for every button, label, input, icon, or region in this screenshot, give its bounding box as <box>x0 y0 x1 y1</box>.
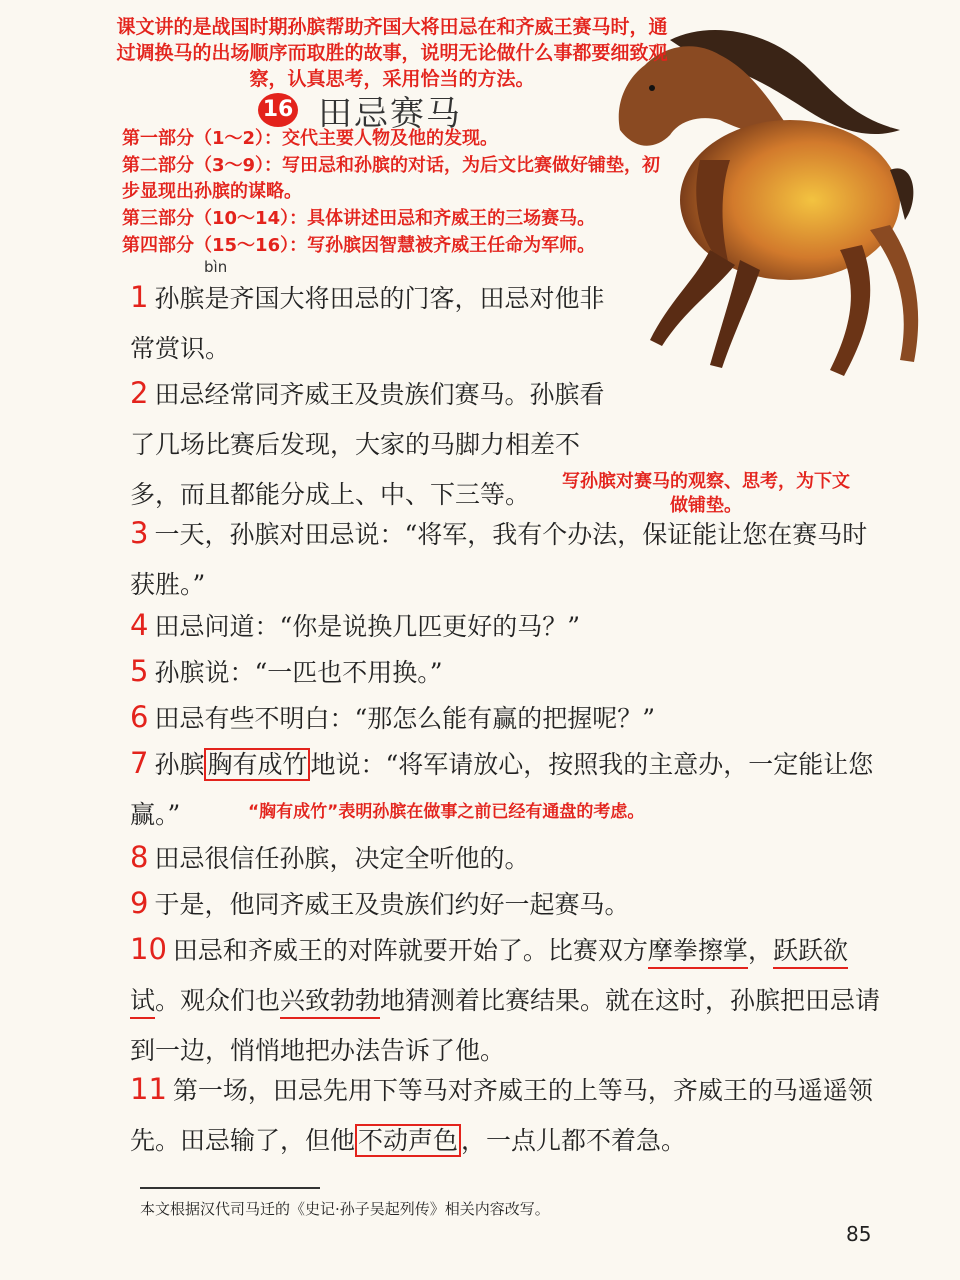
paragraph-text: 田忌经常同齐威王及贵族们赛马。孙膑看了几场比赛后发现，大家的马脚力相差不多，而且都能分成上、中、下三等。 <box>130 380 605 509</box>
part-summary-4: 第四部分（15～16）：写孙膑因智慧被齐威王任命为军师。 <box>122 235 596 256</box>
paragraph-text: 地说：“将军请放心，按照我的主意办，一定能让您赢。” <box>130 750 874 829</box>
paragraph-5 <box>130 646 890 698</box>
paragraph-text: 田忌和齐威王的对阵就要开始了。比赛双方 <box>172 936 648 965</box>
part-summary-2: 第二部分（3～9）：写田忌和孙膑的对话，为后文比赛做好铺垫，初步显现出孙膑的谋略。 <box>122 155 661 202</box>
underlined-idiom: 兴致勃勃 <box>280 986 380 1019</box>
footnote-divider <box>140 1187 320 1189</box>
underlined-idiom: 跃跃欲试 <box>130 936 848 1019</box>
underlined-idiom: 摩拳擦掌 <box>648 936 748 969</box>
paragraph-number: 11 <box>130 1072 167 1106</box>
paragraph-text: 第一场，田忌先用下等马对齐威王的上等马，齐威王的马遥遥领先。田忌输了，但他 <box>130 1076 873 1155</box>
paragraph-text: 孙膑说：“一匹也不用换。” <box>154 658 443 687</box>
paragraph-3 <box>130 508 890 610</box>
paragraph-number: 6 <box>130 700 149 734</box>
paragraph-number: 3 <box>130 516 149 550</box>
paragraph-text: 孙膑是齐国大将田忌的门客，田忌对他非常赏识。 <box>130 284 605 363</box>
annotation-idiom: “胸有成竹”表明孙膑在做事之前已经有通盘的考虑。 <box>248 802 645 822</box>
paragraph-7 <box>130 738 890 840</box>
page-number: 85 <box>846 1222 872 1246</box>
paragraph-number: 10 <box>130 932 167 966</box>
paragraph-text: 孙膑 <box>154 750 205 779</box>
paragraph-text: ，一点儿都不着急。 <box>461 1126 687 1155</box>
paragraph-number: 8 <box>130 840 149 874</box>
footnote: 本文根据汉代司马迁的《史记·孙子吴起列传》相关内容改写。 <box>140 1200 550 1218</box>
paragraph-text: 田忌问道：“你是说换几匹更好的马？” <box>154 612 581 641</box>
paragraph-number: 2 <box>130 376 149 410</box>
paragraph-8 <box>130 832 890 884</box>
paragraph-number: 7 <box>130 746 149 780</box>
paragraph-text: 田忌很信任孙膑，决定全听他的。 <box>154 844 530 873</box>
paragraph-text: 田忌有些不明白：“那怎么能有赢的把握呢？” <box>154 704 656 733</box>
lesson-title: 田忌赛马 <box>318 94 462 134</box>
paragraph-text: 于是，他同齐威王及贵族们约好一起赛马。 <box>154 890 630 919</box>
pinyin-annotation: bìn <box>204 258 228 276</box>
paragraph-10 <box>130 924 890 1076</box>
paragraph-number: 5 <box>130 654 149 688</box>
paragraph-9 <box>130 878 890 930</box>
paragraph-11 <box>130 1064 890 1166</box>
paragraph-number: 4 <box>130 608 149 642</box>
annotation-observe: 写孙膑对赛马的观察、思考，为下文做铺垫。 <box>562 471 850 516</box>
boxed-idiom: 胸有成竹 <box>204 748 310 781</box>
paragraph-4 <box>130 600 890 652</box>
paragraph-text: 一天，孙膑对田忌说：“将军，我有个办法，保证能让您在赛马时获胜。” <box>130 520 868 599</box>
paragraph-6 <box>130 692 890 744</box>
part-summary-1: 第一部分（1～2）：交代主要人物及他的发现。 <box>122 128 499 149</box>
paragraph-text: ， <box>747 936 773 965</box>
lesson-number-badge: 16 <box>258 93 298 127</box>
part-summary-3: 第三部分（10～14）：具体讲述田忌和齐威王的三场赛马。 <box>122 208 596 229</box>
paragraph-text: 地猜测着比赛结果。就在这时，孙膑把田忌请到一边，悄悄地把办法告诉了他。 <box>130 986 881 1065</box>
paragraph-2 <box>130 368 620 520</box>
paragraph-number: 9 <box>130 886 149 920</box>
paragraph-1 <box>130 272 620 374</box>
paragraph-number: 1 <box>130 280 149 314</box>
paragraph-text: 。观众们也 <box>155 986 281 1015</box>
boxed-idiom: 不动声色 <box>355 1124 461 1157</box>
intro-note: 课文讲的是战国时期孙膑帮助齐国大将田忌在和齐威王赛马时，通过调换马的出场顺序而取胜的故事，说明无论做什么事都要细致观察，认真思考，采用恰当的方法。 <box>116 16 668 90</box>
